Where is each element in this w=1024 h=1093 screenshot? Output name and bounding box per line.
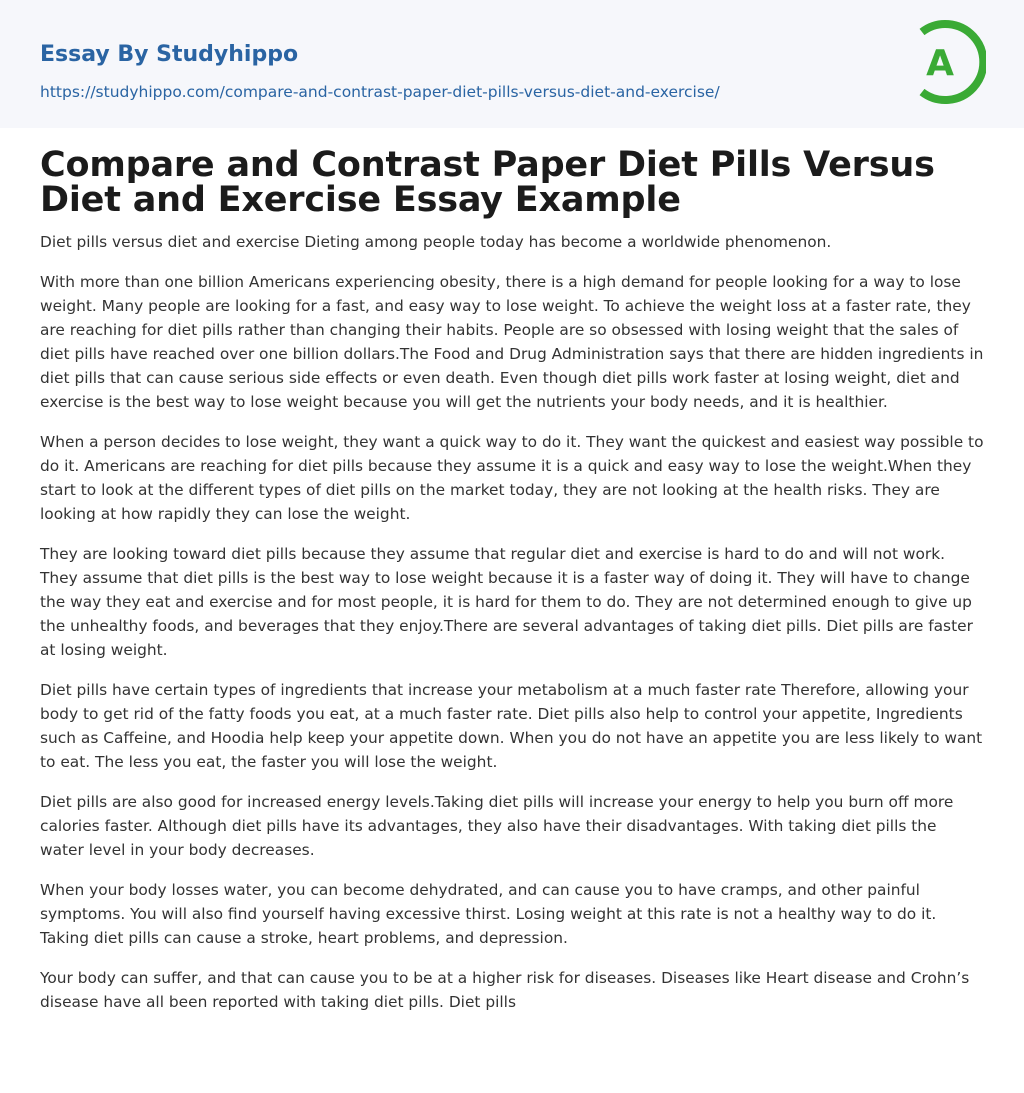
article — [0, 145, 1024, 1014]
site-header — [0, 0, 1024, 128]
essay-body — [40, 230, 984, 1014]
paragraph: Your body can suffer, and that can cause you to be at a higher risk for diseases. Diseases like Heart disease and Crohn’s disease have all been reported with taking diet pills. Diet pills — [40, 969, 970, 1011]
paragraph: When a person decides to lose weight, they want a quick way to do it. They want the quickest and easiest way possible to do it. Americans are reaching for diet pills because they assume it is a quick and easy way to lose the weight.When they start to look at the different types of diet pills on the market today, they are not looking at the health risks. They are looking at how rapidly they can lose the weight. — [40, 433, 984, 523]
essay-title: Compare and Contrast Paper Diet Pills Versus Diet and Exercise Essay Example — [40, 145, 935, 220]
paragraph: With more than one billion Americans experiencing obesity, there is a high demand for people looking for a way to lose weight. Many people are looking for a fast, and easy way to lose weight. To achieve the weight loss at a faster rate, they are reaching for diet pills rather than changing their habits. People are so obsessed with losing weight that the sales of diet pills have reached over one billion dollars.The Food and Drug Administration says that there are hidden ingredients in diet pills that can cause serious side effects or even death. Even though diet pills work faster at losing weight, diet and exercise is the best way to lose weight because you will get the nutrients your body needs, and it is healthier. — [40, 273, 984, 411]
paragraph: Diet pills have certain types of ingredients that increase your metabolism at a much faster rate Therefore, allowing your body to get rid of the fatty foods you eat, at a much faster rate. Diet pills also help to control your appetite, Ingredients such as Caffeine, and Hoodia help keep your appetite down. When you do not have an appetite you are less likely to want to eat. The less you eat, the faster you will lose the weight. — [40, 681, 983, 771]
logo-letter: A — [926, 43, 954, 84]
paragraph: Diet pills versus diet and exercise Dieting among people today has become a worldwide phenomenon. — [40, 233, 832, 251]
site-name[interactable]: Essay By Studyhippo — [40, 42, 299, 67]
paragraph: Diet pills are also good for increased energy levels.Taking diet pills will increase your energy to help you burn off more calories faster. Although diet pills have its advantages, they also have their disadvantages. With taking diet pills the water level in your body decreases. — [40, 793, 954, 859]
source-url-link[interactable]: https://studyhippo.com/compare-and-contrast-paper-diet-pills-versus-diet-and-exercise/ — [40, 83, 720, 101]
logo-circle-a-icon[interactable] — [914, 18, 986, 106]
paragraph: When your body losses water, you can become dehydrated, and can cause you to have cramps, and other painful symptoms. You will also find yourself having excessive thirst. Losing weight at this rate is not a healthy way to do it. Taking diet pills can cause a stroke, heart problems, and depression. — [40, 881, 937, 947]
paragraph: They are looking toward diet pills because they assume that regular diet and exercise is hard to do and will not work. They assume that diet pills is the best way to lose weight because it is a faster way of doing it. They will have to change the way they eat and exercise and for most people, it is hard for them to do. They are not determined enough to give up the unhealthy foods, and beverages that they enjoy.There are several advantages of taking diet pills. Diet pills are faster at losing weight. — [40, 545, 973, 659]
